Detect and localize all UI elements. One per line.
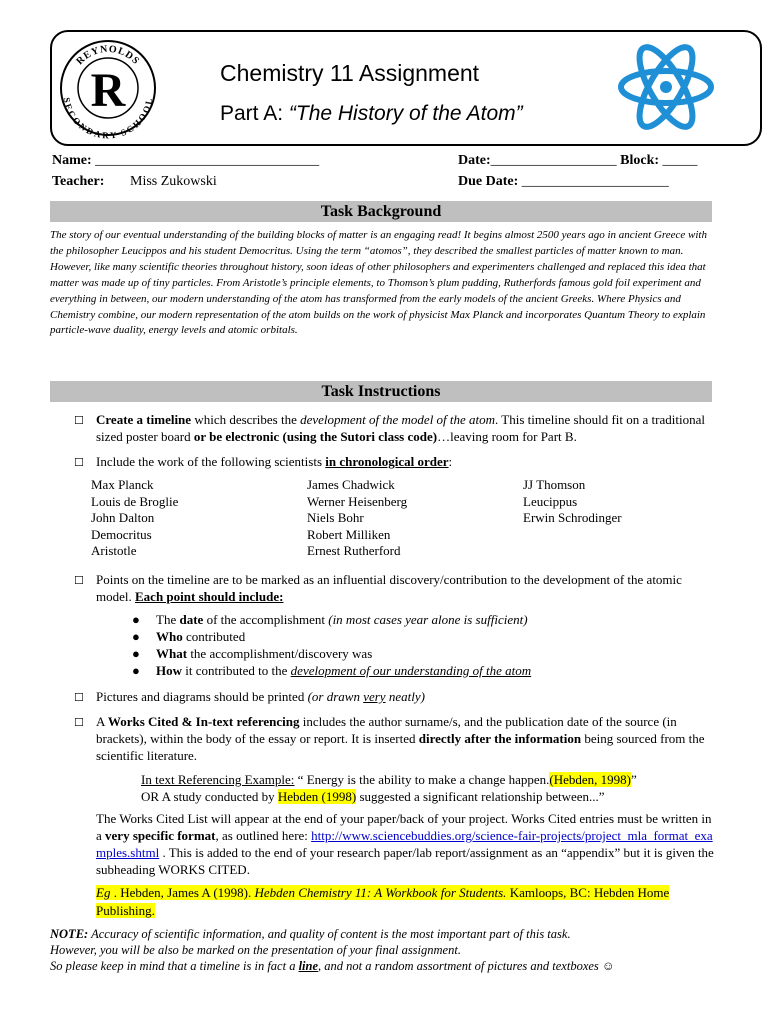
scientists-col-1 (91, 477, 178, 560)
scientist-name: Louis de Broglie (91, 493, 179, 509)
date-line: __________________ (490, 153, 617, 168)
teacher-label: Teacher: (52, 174, 105, 189)
i4-italic-underline: very (363, 689, 386, 704)
scientist-name: John Dalton (91, 510, 155, 526)
bullet-how (132, 662, 531, 679)
due-date-field[interactable] (458, 174, 669, 190)
scientist-name: JJ Thomson (523, 477, 586, 492)
checkbox-icon[interactable]: ☐ (74, 691, 84, 704)
works-t2: , as outlined here: (215, 828, 312, 843)
i4-t1: Pictures and diagrams should be printed (96, 689, 308, 704)
scientist-name: Niels Bohr (307, 510, 364, 526)
referencing-example (141, 771, 721, 805)
mla-format-link[interactable]: http://www.sciencebuddies.org/science-fair-projects/project_mla_format_examples.shtml (96, 828, 713, 860)
page-subtitle (220, 102, 523, 126)
note-line3c: , and not a random assortment of pictures and textboxes ☺ (318, 959, 615, 973)
works-cited-paragraph (96, 810, 716, 878)
i1-t2: . This timeline should fit on a traditional sized poster board (96, 412, 705, 444)
date-field[interactable] (458, 153, 698, 169)
i1-it1: development of the model of the atom (300, 412, 496, 427)
note-block (50, 926, 730, 974)
i4-it2: neatly) (385, 689, 425, 704)
instruction-item-points (74, 571, 714, 605)
checkbox-icon[interactable]: ☐ (74, 574, 84, 587)
teacher-value-wrap (130, 174, 217, 190)
i1-t1: which describes the (191, 412, 301, 427)
i5-bold2: directly after the information (418, 731, 582, 746)
checkbox-icon[interactable]: ☐ (74, 456, 84, 469)
b1-italic: (in most cases year alone is sufficient) (328, 612, 528, 627)
note-line3a: So please keep in mind that a timeline is in fact a (50, 959, 299, 973)
note-label: NOTE: (50, 927, 89, 941)
teacher-value: Miss Zukowski (130, 174, 217, 189)
i5-t1: A (96, 714, 108, 729)
instruction-item-scientists (74, 453, 714, 470)
scientist-name: Max Planck (91, 477, 154, 492)
bullet-icon: ● (132, 646, 140, 661)
b1-t1: The (156, 612, 180, 627)
page-title: Chemistry 11 Assignment (220, 60, 480, 86)
checkbox-icon[interactable]: ☐ (74, 414, 84, 427)
example-highlight1: (Hebden, 1998) (549, 772, 631, 787)
due-date-label: Due Date: (458, 174, 519, 189)
b2-bold: Who (156, 629, 183, 644)
i5-bold1: Works Cited & In-text referencing (107, 714, 300, 729)
scientist-name: Leucippus (523, 493, 578, 509)
school-crest-icon (58, 36, 158, 140)
i5-t2: includes the author surname/s, and the publication date of the source (in brackets), within the body of the essay or report. It is inserted (96, 714, 677, 746)
example-t1: “ Energy is the ability to make a change happen. (294, 772, 550, 787)
example-label: In text Referencing Example: (141, 772, 295, 787)
due-date-line: _____________________ (521, 174, 669, 189)
instruction-item-timeline (74, 411, 714, 447)
subtitle-prefix: Part A: (220, 102, 289, 125)
b3-t: the accomplishment/discovery was (187, 646, 373, 661)
bullet-icon: ● (132, 663, 140, 678)
i2-t2: : (448, 454, 453, 469)
logo-top-text: REYNOLDS (74, 43, 142, 68)
example-t3: OR A study conducted by (141, 789, 278, 804)
i1-bold2: or be electronic (using the Sutori class code) (193, 429, 438, 444)
teacher-field (52, 174, 104, 190)
logo-bottom-text: SECONDARY SCHOOL (61, 96, 155, 140)
name-field[interactable] (52, 153, 319, 169)
subtitle-italic: “The History of the Atom” (288, 102, 523, 125)
scientist-name: Aristotle (91, 543, 137, 559)
scientist-name: Robert Milliken (307, 526, 391, 542)
name-label: Name: (52, 153, 92, 168)
bullet-icon: ● (132, 629, 140, 644)
citation-example (96, 884, 716, 920)
block-label: Block: (620, 153, 660, 168)
scientists-col-2 (307, 477, 407, 560)
i1-bold1: Create a timeline (96, 412, 192, 427)
b4-t: it contributed to the (182, 663, 291, 678)
block-line: _____ (662, 153, 698, 168)
task-instructions-heading: Task Instructions (50, 381, 712, 402)
eg-t1: . Hebden, James A (1998). (110, 885, 255, 900)
i3-t1: Points on the timeline are to be marked as an influential discovery/contribution to the development of the atomic model. (96, 572, 682, 604)
scientist-name: James Chadwick (307, 477, 395, 492)
i2-t1: Include the work of the following scientists (96, 454, 326, 469)
task-background-text: The story of our eventual understanding of the building blocks of matter is an engaging read! It begins almost 2500 years ago in ancient Greece with the philosopher Leucippos and his student Democritus. Using the term “atomos”, they described the smallest particles of matter known to man. However, like many scientific theories throughout history, soon ideas of other philosophers and experimenters challenged and replaced this idea that matter was made up of tiny particles. From Aristotle’s principle elements, to Thomson’s plum pudding, Rutherfords famous gold foil experiment and everything in between, our modern understanding of the atom has transformed from the early models of the ancient Greeks. Where Physics and Chemistry combine, our modern representation of the atom builds on the work of physicist Max Planck and incorporates Quantum Theory to explain particle-wave duality, energy levels and atomic orbitals. (50, 229, 707, 337)
works-t1: The Works Cited List will appear at the end of your paper/back of your project. Works Cited entries must be written in a (96, 811, 712, 843)
checkbox-icon[interactable]: ☐ (74, 716, 84, 729)
bullet-what (132, 645, 372, 662)
i2-bold-underline: in chronological order (325, 454, 449, 469)
task-background-heading: Task Background (50, 201, 712, 222)
note-line2: However, you will be also be marked on the presentation of your final assignment. (50, 943, 461, 957)
i4-it1: (or drawn (307, 689, 364, 704)
scientists-col-3 (523, 477, 622, 527)
works-t3: . This is added to the end of your research paper/lab report/assignment as an “appendix” but it is given the subheading WORKS CITED. (96, 845, 714, 877)
note-line1: Accuracy of scientific information, and quality of content is the most important part of this task. (88, 927, 571, 941)
scientist-name: Erwin Schrodinger (523, 510, 622, 526)
logo-letter: R (90, 64, 126, 117)
atom-icon (617, 38, 715, 136)
name-line: ________________________________ (95, 153, 320, 168)
date-label: Date: (458, 153, 491, 168)
eg-t2: Kamloops, BC: Hebden Home Publishing. (96, 885, 670, 918)
scientist-name: Ernest Rutherford (307, 543, 401, 559)
bullet-who (132, 628, 245, 645)
note-line3b: line (298, 959, 319, 973)
instruction-item-pictures (74, 688, 714, 705)
bullet-icon: ● (132, 612, 140, 627)
b1-bold: date (179, 612, 204, 627)
scientist-name: Werner Heisenberg (307, 493, 408, 509)
bullet-date (132, 611, 528, 628)
works-bold: very specific format (105, 828, 216, 843)
example-t2: ” (631, 772, 637, 787)
instruction-item-works-cited (74, 713, 714, 765)
eg-italic: Hebden Chemistry 11: A Workbook for Students. (254, 885, 507, 900)
i5-t3: being sourced from the scientific literature. (96, 731, 705, 763)
example-t4: suggested a significant relationship between...” (356, 789, 605, 804)
b1-t2: of the accomplishment (203, 612, 329, 627)
scientist-name: Democritus (91, 526, 152, 542)
eg-label: Eg (96, 885, 111, 900)
b4-bold: How (156, 663, 182, 678)
b4-italic-underline: development of our understanding of the atom (290, 663, 532, 678)
example-highlight2: Hebden (1998) (277, 789, 357, 804)
b2-t: contributed (182, 629, 246, 644)
b3-bold: What (156, 646, 188, 661)
i1-t3: …leaving room for Part B. (437, 429, 577, 444)
i3-bold-underline: Each point should include: (135, 589, 284, 604)
